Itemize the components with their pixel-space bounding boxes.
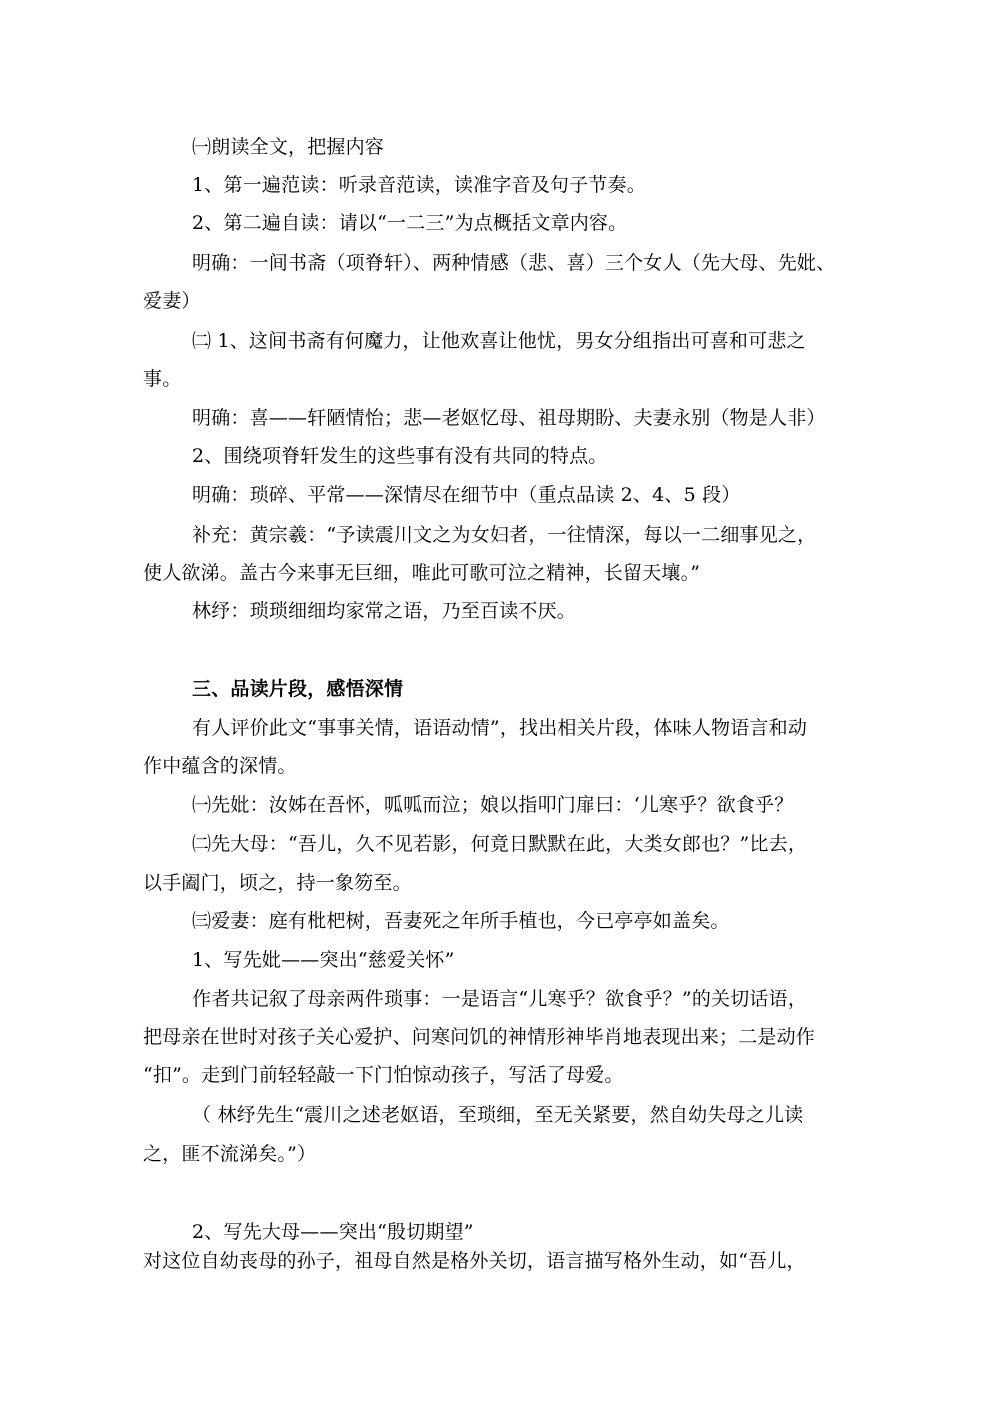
text-line-11: 补充：黄宗羲：“予读震川文之为女妇者，一往情深，每以一二细事见之， [192,524,817,546]
text-line-13: 林纾：琐琐细细均家常之语，乃至百读不厌。 [192,600,577,622]
text-line-21: 1、写先妣——突出“慈爱关怀” [192,949,455,971]
text-line-28: 对这位自幼丧母的孙子，祖母自然是格外关切，语言描写格外生动，如“吾儿， [143,1250,806,1272]
text-line-18: ㈡先大母：“吾儿，久不见若影，何竟日默默在此，大类女郎也？”比去， [192,833,808,855]
text-line-25: （ 林纾先生“震川之述老妪语，至琐细，至无关紧要，然自幼失母之儿读 [192,1104,804,1126]
text-line-26: 之，匪不流涕矣。”） [143,1143,317,1165]
text-line-20: ㈢爱妻：庭有枇杷树，吾妻死之年所手植也，今已亭亭如盖矣。 [192,910,730,932]
text-line-6: ㈡ 1、这间书斋有何魔力，让他欢喜让他忧，男女分组指出可喜和可悲之 [192,330,806,352]
text-line-8: 明确：喜——轩陋情怡；悲—老妪忆母、祖母期盼、夫妻永别（物是人非） [192,407,826,429]
text-line-4: 明确：一间书斋（项脊轩）、两种情感（悲、喜）三个女人（先大母、先妣、 [192,252,836,274]
text-line-16: 作中蕴含的深情。 [143,755,297,777]
text-line-24: “扣”。走到门前轻轻敲一下门怕惊动孩子，写活了母爱。 [143,1064,624,1086]
section-heading: 三、品读片段，感悟深情 [192,678,404,700]
text-line-12: 使人欲涕。盖古今来事无巨细，唯此可歌可泣之精神，长留天壤。” [143,562,701,584]
text-line-1: ㈠朗读全文，把握内容 [192,136,385,158]
text-line-22: 作者共记叙了母亲两件琐事：一是语言“儿寒乎？欲食乎？”的关切话语， [192,988,808,1010]
text-line-27: 2、写先大母——突出“殷切期望” [192,1221,474,1243]
text-line-10: 明确：琐碎、平常——深情尽在细节中（重点品读 2、4、5 段） [192,484,741,506]
text-line-15: 有人评价此文“事事关情，语语动情”，找出相关片段，体味人物语言和动 [192,717,808,739]
text-line-5: 爱妻） [143,290,201,312]
text-line-23: 把母亲在世时对孩子关心爱护、问寒问饥的神情形神毕肖地表现出来；二是动作 [143,1026,816,1048]
text-line-9: 2、围绕项脊轩发生的这些事有没有共同的特点。 [192,445,608,467]
text-line-2: 1、第一遍范读：听录音范读，读准字音及句子节奏。 [192,174,646,196]
text-line-17: ㈠先妣：汝姊在吾怀，呱呱而泣；娘以指叩门扉曰：‘儿寒乎？欲食乎？ [192,794,794,816]
text-line-3: 2、第二遍自读：请以“一二三”为点概括文章内容。 [192,212,628,234]
text-line-7: 事。 [143,368,182,390]
text-line-19: 以手阖门，顷之，持一象笏至。 [143,872,412,894]
